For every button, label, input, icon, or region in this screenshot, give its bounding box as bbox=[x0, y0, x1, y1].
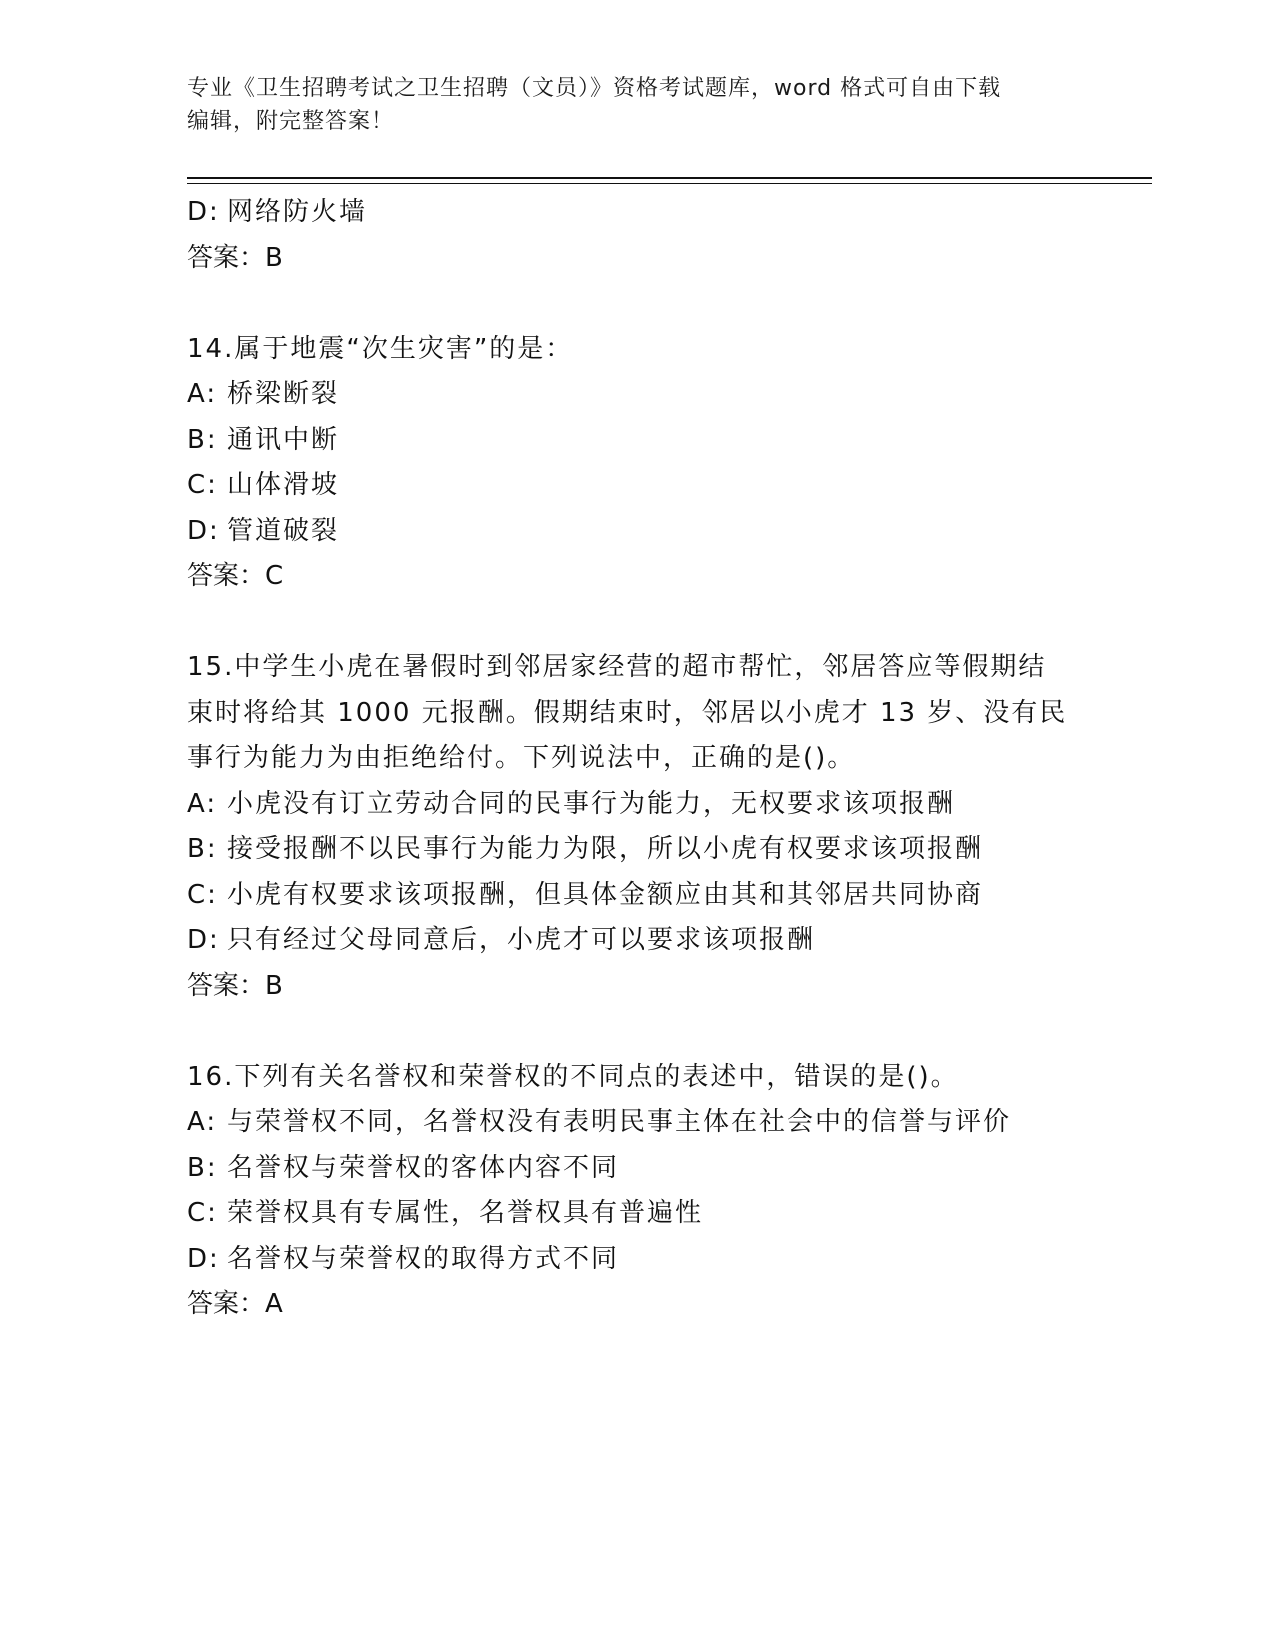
option-text: 山体滑坡 bbox=[227, 470, 340, 500]
question-15-option-c bbox=[187, 873, 1152, 919]
option-letter: A: bbox=[187, 379, 218, 409]
option-text: 与荣誉权不同，名誉权没有表明民事主体在社会中的信誉与评价 bbox=[227, 1107, 1012, 1137]
question-15-stem-line-3: 事行为能力为由拒绝给付。下列说法中，正确的是()。 bbox=[187, 743, 856, 773]
option-text: 桥梁断裂 bbox=[227, 379, 340, 409]
option-letter: D: bbox=[187, 1243, 220, 1274]
option-letter: B: bbox=[187, 834, 218, 864]
header-line-1: 专业《卫生招聘考试之卫生招聘（文员）》资格考试题库，word 格式可自由下载 bbox=[187, 76, 1002, 101]
option-letter: A: bbox=[187, 788, 218, 819]
option-letter: A: bbox=[187, 1107, 218, 1137]
question-16-stem: 16.下列有关名誉权和荣誉权的不同点的表述中，错误的是()。 bbox=[187, 1061, 959, 1092]
spacer bbox=[187, 600, 1152, 646]
question-15-option-a bbox=[187, 782, 1152, 828]
question-15-answer: 答案：B bbox=[187, 970, 283, 1001]
header-rule-thick bbox=[187, 177, 1152, 179]
question-14-option-a bbox=[187, 372, 1152, 418]
option-text: 名誉权与荣誉权的取得方式不同 bbox=[227, 1243, 620, 1274]
question-14-option-c bbox=[187, 463, 1152, 509]
question-15-option-b bbox=[187, 827, 1152, 873]
question-14-option-d bbox=[187, 509, 1152, 555]
option-letter: C: bbox=[187, 470, 218, 500]
question-16-option-d bbox=[187, 1237, 1152, 1283]
option-text: 小虎有权要求该项报酬，但具体金额应由其和其邻居共同协商 bbox=[227, 879, 984, 910]
question-14-answer: 答案：C bbox=[187, 561, 284, 591]
question-14-stem: 14.属于地震“次生灾害”的是： bbox=[187, 333, 574, 364]
question-15-stem-line-2: 束时将给其 1000 元报酬。假期结束时，邻居以小虎才 13 岁、没有民 bbox=[187, 697, 1068, 728]
question-16-option-c bbox=[187, 1191, 1152, 1237]
option-text: 只有经过父母同意后，小虎才可以要求该项报酬 bbox=[227, 925, 816, 955]
header-rule-thin bbox=[187, 183, 1152, 184]
option-letter: B: bbox=[187, 1152, 218, 1183]
option-letter: C: bbox=[187, 1198, 218, 1228]
question-content bbox=[187, 190, 1152, 1328]
option-letter: D: bbox=[187, 197, 220, 227]
question-15-option-d bbox=[187, 918, 1152, 964]
option-text: 网络防火墙 bbox=[227, 197, 368, 227]
option-text: 名誉权与荣誉权的客体内容不同 bbox=[227, 1152, 620, 1183]
option-text: 管道破裂 bbox=[227, 515, 340, 546]
option-text: 通讯中断 bbox=[227, 424, 340, 455]
option-text: 接受报酬不以民事行为能力为限，所以小虎有权要求该项报酬 bbox=[227, 834, 984, 864]
option-letter: D: bbox=[187, 925, 220, 955]
answer-prev: 答案：B bbox=[187, 242, 283, 273]
option-d-prev bbox=[187, 190, 1152, 236]
question-16-option-a bbox=[187, 1100, 1152, 1146]
option-letter: D: bbox=[187, 515, 220, 546]
question-16-answer: 答案：A bbox=[187, 1289, 283, 1319]
option-letter: B: bbox=[187, 424, 218, 455]
option-letter: C: bbox=[187, 879, 218, 910]
header-line-2: 编辑，附完整答案！ bbox=[187, 109, 395, 134]
question-16-option-b bbox=[187, 1146, 1152, 1192]
question-15-stem-line-1: 15.中学生小虎在暑假时到邻居家经营的超市帮忙，邻居答应等假期结 bbox=[187, 652, 1047, 682]
spacer bbox=[187, 1009, 1152, 1055]
option-text: 荣誉权具有专属性，名誉权具有普遍性 bbox=[227, 1198, 704, 1228]
question-14-option-b bbox=[187, 418, 1152, 464]
spacer bbox=[187, 281, 1152, 327]
option-text: 小虎没有订立劳动合同的民事行为能力，无权要求该项报酬 bbox=[227, 788, 956, 819]
document-header bbox=[187, 72, 1087, 138]
